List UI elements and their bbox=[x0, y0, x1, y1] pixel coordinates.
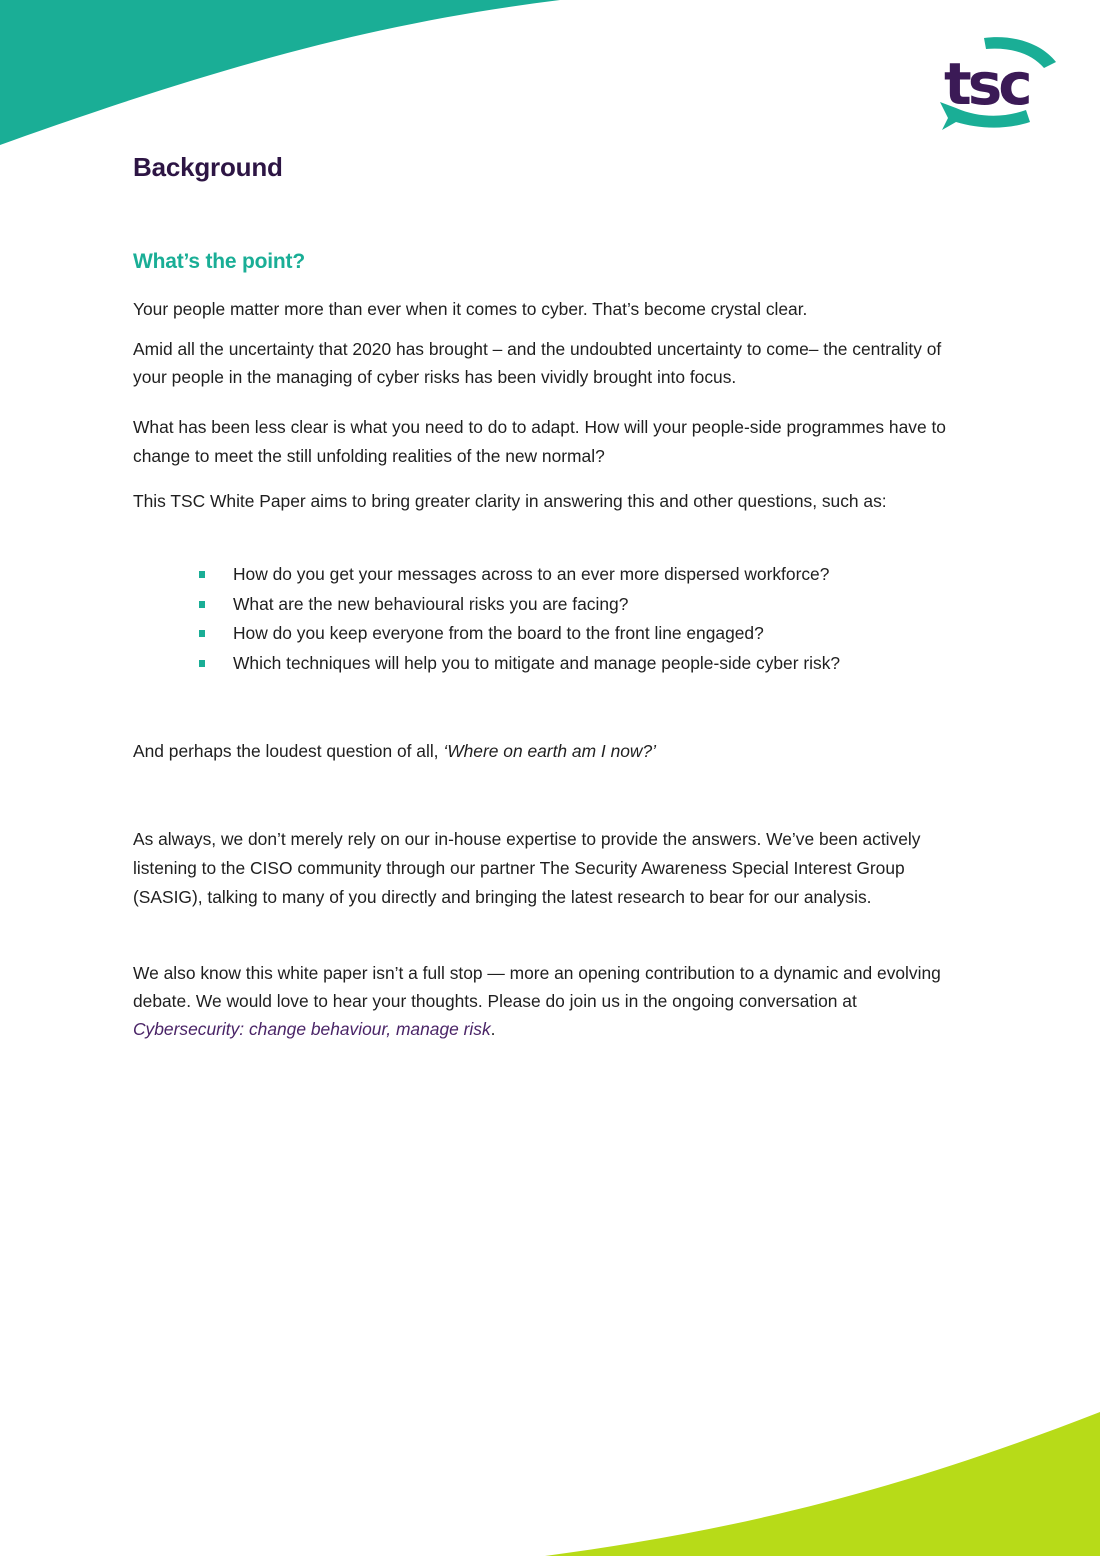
square-bullet-icon bbox=[199, 571, 205, 578]
questions-list bbox=[199, 560, 959, 678]
square-bullet-icon bbox=[199, 601, 205, 608]
lime-bottom-swoosh bbox=[545, 1412, 1100, 1556]
paragraph-intro: Your people matter more than ever when it comes to cyber. That’s become crystal clear. bbox=[133, 299, 808, 319]
teal-top-swoosh bbox=[0, 0, 560, 145]
list-item: Which techniques will help you to mitigate and manage people-side cyber risk? bbox=[199, 649, 959, 679]
list-item: How do you keep everyone from the board to the front line engaged? bbox=[199, 619, 959, 649]
tsc-logo bbox=[934, 30, 1064, 140]
list-item: What are the new behavioural risks you are facing? bbox=[199, 590, 959, 620]
square-bullet-icon bbox=[199, 630, 205, 637]
paragraph-conversation: We also know this white paper isn’t a full stop — more an opening contribution to a dynamic and evolving debate. We would love to hear your thoughts. Please do join us in the ongoing conversation at Cybersecurity: change behaviour, manage risk. bbox=[133, 963, 941, 1039]
paragraph-white-paper-aim: This TSC White Paper aims to bring greater clarity in answering this and other questions, such as: bbox=[133, 491, 887, 511]
conversation-link[interactable]: Cybersecurity: change behaviour, manage risk bbox=[133, 1019, 491, 1039]
paragraph-adapt: What has been less clear is what you need to do to adapt. How will your people-side programmes have to change to meet the still unfolding realities of the new normal? bbox=[133, 417, 946, 466]
square-bullet-icon bbox=[199, 660, 205, 667]
paragraph-loudest-question: And perhaps the loudest question of all, ‘Where on earth am I now?’ bbox=[133, 741, 657, 761]
paragraph-expertise: As always, we don’t merely rely on our in-house expertise to provide the answers. We’ve been actively listening to the CISO community through our partner The Security Awareness Special Interest Group (SASIG), talking to many of you directly and bringing the latest research to bear for our analysis. bbox=[133, 829, 921, 907]
logo-text: tsc bbox=[944, 50, 1029, 118]
paragraph-uncertainty: Amid all the uncertainty that 2020 has brought – and the undoubted uncertainty to come– the centrality of your people in the managing of cyber risks has been vividly brought into focus. bbox=[133, 339, 942, 387]
list-item: How do you get your messages across to an ever more dispersed workforce? bbox=[199, 560, 959, 590]
page-title: Background bbox=[133, 152, 283, 182]
quoted-question: ‘Where on earth am I now?’ bbox=[443, 741, 657, 761]
section-title: What’s the point? bbox=[133, 250, 305, 273]
